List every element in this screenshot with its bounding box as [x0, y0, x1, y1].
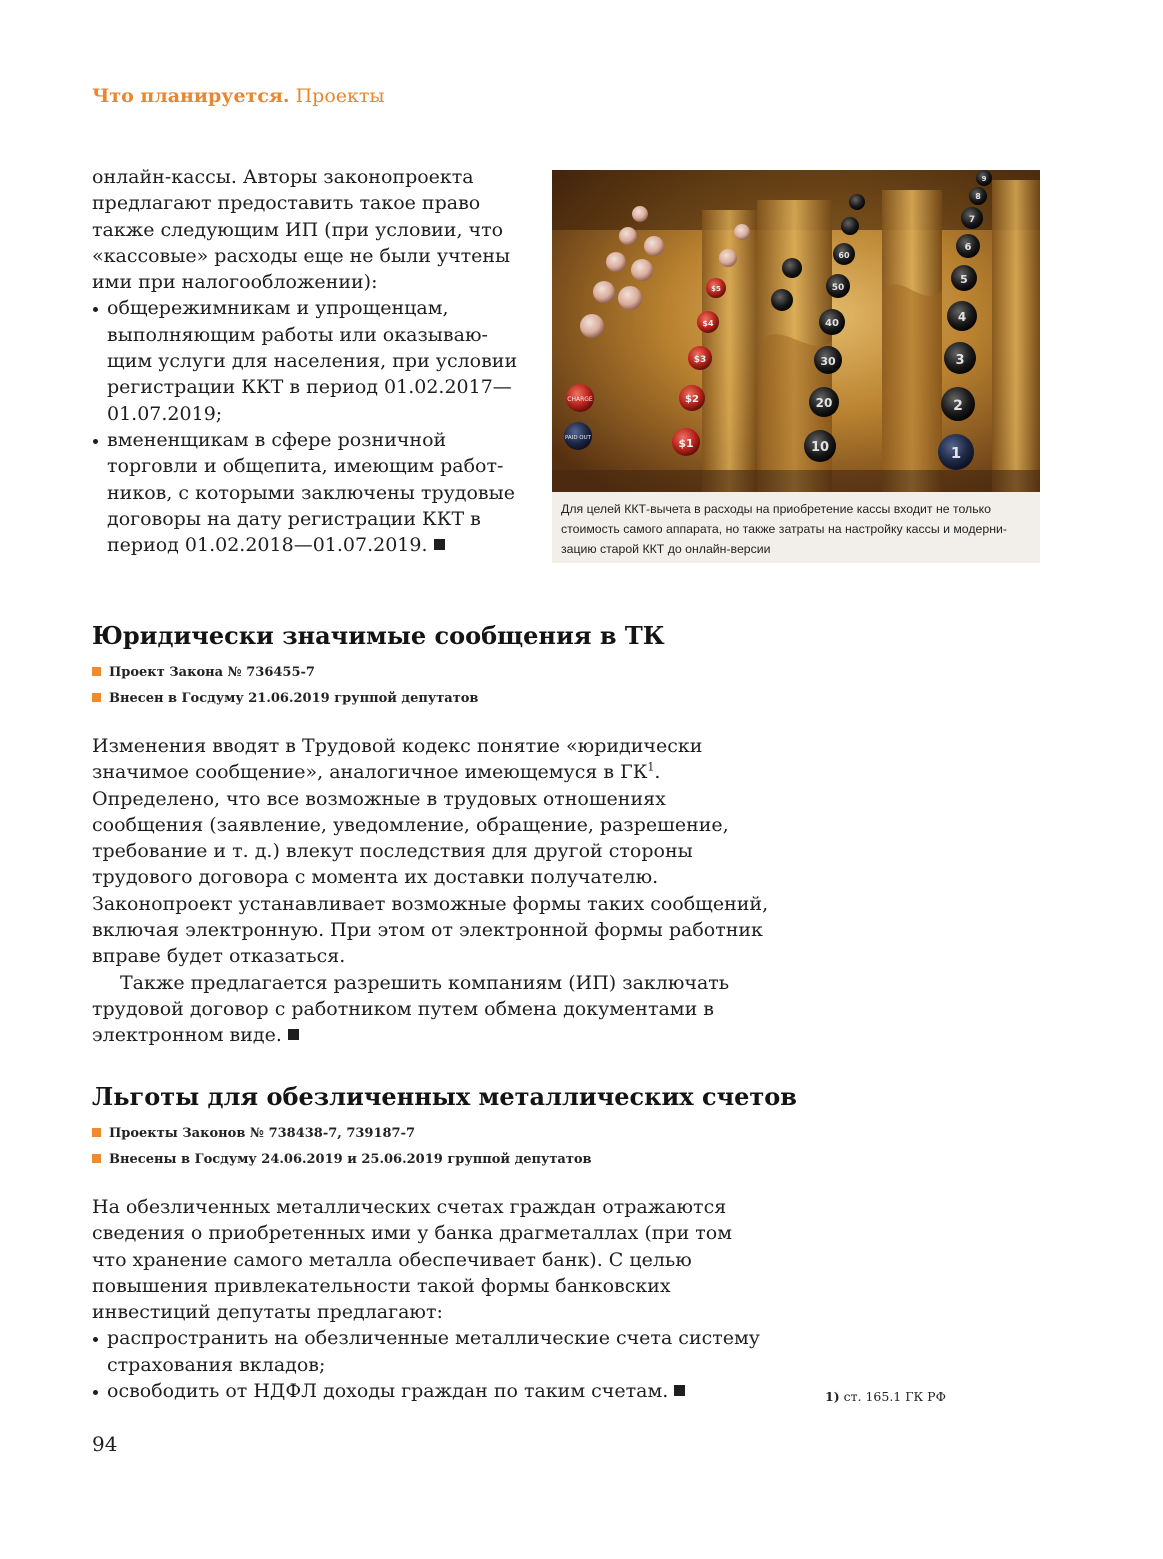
submission-info-text: Внесены в Госдуму 24.06.2019 и 25.06.2019 группой депутатов — [109, 1152, 592, 1167]
list-item — [92, 1378, 772, 1404]
submission-info-text: Внесен в Госдуму 21.06.2019 группой депутатов — [109, 691, 479, 706]
submission-info — [92, 690, 478, 708]
cash-register-photo — [552, 170, 1040, 492]
svg-text:$3: $3 — [693, 355, 707, 365]
footnote-number: 1) — [825, 1389, 840, 1404]
bill-number — [92, 664, 315, 682]
svg-text:6: 6 — [964, 242, 972, 253]
orange-square-icon — [92, 693, 101, 702]
svg-text:20: 20 — [815, 396, 833, 410]
paragraph: На обезличенных металлических счетах граждан отражаются сведения о приобретенных ими у банка драгметаллах (при том что хранение самого металла обеспечивает банк). С целью повышения привлекательности такой формы банковских инвестиций депутаты предлагают: — [92, 1196, 733, 1324]
svg-text:5: 5 — [960, 273, 968, 286]
svg-text:7: 7 — [968, 215, 976, 225]
section2-body — [92, 1194, 772, 1404]
submission-info — [92, 1151, 592, 1169]
bill-number-text: Проекты Законов № 738438-7, 739187-7 — [109, 1126, 416, 1141]
list-item-text: вмененщикам в сфере розничной торговли и общепита, имеющим работников, с которыми заключены трудовые договоры на дату регистрации ККТ в период 01.02.2018—01.07.2019. — [107, 428, 515, 557]
svg-text:30: 30 — [820, 355, 836, 368]
orange-square-icon — [92, 1154, 101, 1163]
end-of-article-mark — [288, 1029, 299, 1040]
svg-text:40: 40 — [825, 318, 839, 329]
list-item — [92, 295, 522, 426]
paragraph — [92, 970, 772, 1049]
svg-text:CHARGE: CHARGE — [567, 396, 593, 403]
section-title: Льготы для обезличенных металлических счетов — [92, 1082, 797, 1111]
svg-text:1: 1 — [950, 444, 962, 462]
svg-text:8: 8 — [975, 192, 981, 201]
intro-paragraph: онлайн-кассы. Авторы законопроекта предлагают предоставить такое право также следующим ИП (при условии, что «кассовые» расходы еще не были учтены ими при налогообложении): — [92, 166, 511, 294]
svg-text:$5: $5 — [711, 285, 721, 293]
running-head — [92, 84, 385, 108]
intro-text — [92, 164, 522, 558]
svg-text:50: 50 — [831, 283, 845, 293]
svg-text:PAID OUT: PAID OUT — [564, 435, 592, 441]
list-item — [92, 427, 522, 558]
svg-text:9: 9 — [981, 175, 987, 183]
svg-text:$2: $2 — [685, 394, 699, 405]
orange-square-icon — [92, 667, 101, 676]
bill-number-text: Проект Закона № 736455-7 — [109, 665, 315, 680]
section2-bullet-list — [92, 1325, 772, 1404]
paragraph-text: Изменения вводят в Трудовой кодекс понятие «юридически значимое сообщение», аналогичное имеющемуся в ГК — [92, 735, 703, 784]
orange-square-icon — [92, 1128, 101, 1137]
paragraph — [92, 733, 772, 970]
paragraph-text: Также предлагается разрешить компаниям (ИП) заключать трудовой договор с работником путем обмена документами в электронном виде. — [92, 971, 730, 1047]
list-item — [92, 1325, 772, 1378]
footnote — [825, 1388, 946, 1406]
running-head-section: Что планируется. — [92, 85, 290, 107]
list-item-text: освободить от НДФЛ доходы граждан по таким счетам. — [107, 1380, 669, 1403]
svg-text:$4: $4 — [702, 319, 714, 328]
running-head-subsection: Проекты — [295, 85, 385, 107]
end-of-article-mark — [434, 539, 445, 550]
list-item-text: распространить на обезличенные металлические счета систему страхования вкладов; — [107, 1327, 760, 1376]
footnote-text: ст. 165.1 ГК РФ — [843, 1389, 946, 1404]
svg-text:60: 60 — [838, 251, 850, 260]
paragraph-text: . Определено, что все возможные в трудовых отношениях сообщения (заявление, уведомление, обращение, разрешение, требование и т. д.) влекут последствия для другой стороны трудового договора с момента их доставки получателю. Законопроект устанавливает возможные формы таких сообщений, включая электронную. При этом от электронной формы работник вправе будет отказаться. — [92, 761, 769, 968]
bill-number — [92, 1125, 415, 1143]
page-number: 94 — [92, 1432, 118, 1456]
intro-bullet-list — [92, 295, 522, 558]
section1-body — [92, 733, 772, 1049]
list-item-text: общережимникам и упрощенцам, выполняющим работы или оказывающим услуги для населения, при условии регистрации ККТ в период 01.02.2017—01.07.2019; — [107, 297, 518, 425]
end-of-article-mark — [674, 1385, 685, 1396]
svg-text:3: 3 — [955, 353, 965, 368]
svg-text:2: 2 — [953, 398, 963, 414]
svg-text:10: 10 — [810, 440, 830, 455]
photo-block — [552, 170, 1040, 563]
photo-caption: Для целей ККТ-вычета в расходы на приобретение кассы входит не только стоимость самого аппарата, но также затраты на настройку кассы и модернизацию старой ККТ до онлайн-версии — [561, 502, 1007, 556]
svg-text:4: 4 — [957, 310, 967, 324]
svg-text:$1: $1 — [678, 437, 694, 450]
footnote-ref[interactable]: 1 — [647, 760, 655, 774]
section-title: Юридически значимые сообщения в ТК — [92, 621, 665, 650]
